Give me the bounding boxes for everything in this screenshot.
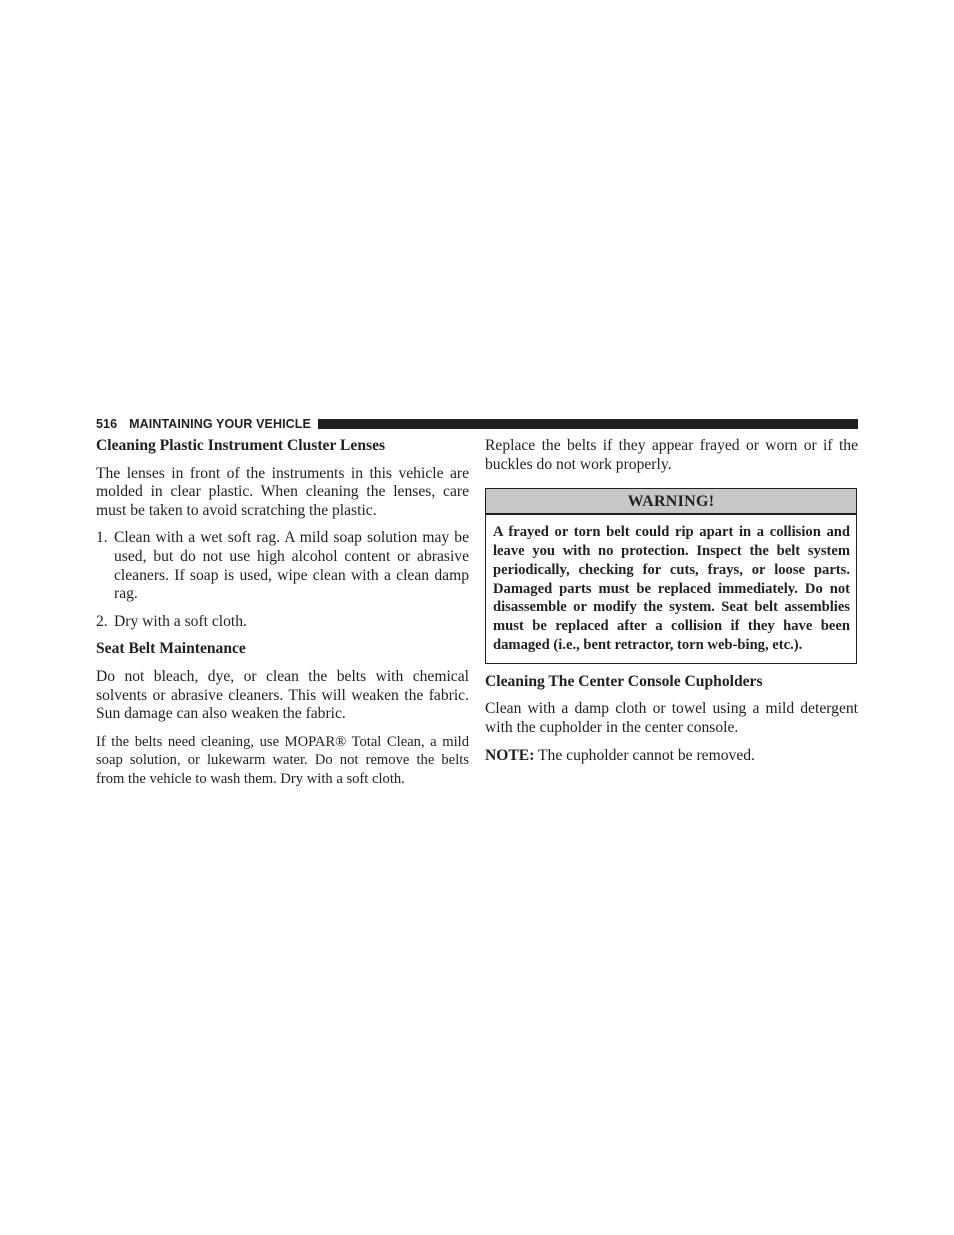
step-text: Dry with a soft cloth. — [114, 612, 247, 630]
heading-cluster-lenses: Cleaning Plastic Instrument Cluster Lenses — [96, 437, 386, 454]
list-item — [96, 529, 469, 603]
heading-seat-belt-maintenance: Seat Belt Maintenance — [96, 640, 246, 658]
paragraph-replace-belts: Replace the belts if they appear frayed or worn or if the buckles do not work properly. — [485, 437, 858, 473]
paragraph-seat-belt: Do not bleach, dye, or clean the belts with chemical solvents or abrasive cleaners. This will weaken the fabric. Sun damage can also weaken the fabric. — [96, 667, 469, 723]
step-number: 1. — [96, 529, 108, 547]
step-text: Clean with a wet soft rag. A mild soap solution may be used, but do not use high alcohol content or abrasive cleaners. If soap is used, wipe clean with a clean damp rag. — [114, 529, 469, 603]
note-text: The cupholder cannot be removed. — [538, 746, 755, 764]
note-label: NOTE: — [485, 746, 535, 764]
section-title: MAINTAINING YOUR VEHICLE — [129, 417, 311, 431]
header-rule — [318, 419, 858, 429]
list-item — [96, 613, 469, 632]
left-column — [96, 437, 469, 789]
paragraph-lenses: The lenses in front of the instruments in this vehicle are molded in clear plastic. When cleaning the lenses, care must be taken to avoid scratching the plastic. — [96, 464, 469, 519]
page-number: 516 — [96, 417, 118, 431]
right-column — [485, 437, 858, 765]
warning-title: WARNING! — [486, 489, 856, 515]
paragraph-belt-cleaning: If the belts need cleaning, use MOPAR® Total Clean, a mild soap solution, or lukewarm water. Do not remove the belts from the vehicle to wash them. Dry with a soft cloth. — [96, 733, 469, 787]
heading-cupholders: Cleaning The Center Console Cupholders — [485, 672, 763, 690]
warning-body: A frayed or torn belt could rip apart in a collision and leave you with no protection. Inspect the belt system periodically, checking for cuts, frays, or loose parts. Damaged parts must be replaced immediately. Do not disassemble or modify the system. Seat belt assemblies must be replaced after a collision if they have been damaged (i.e., bent retractor, torn web-bing, etc.). — [493, 524, 850, 653]
cleaning-steps — [96, 529, 469, 631]
page-header — [96, 417, 858, 431]
paragraph-cupholders: Clean with a damp cloth or towel using a mild detergent with the cupholder in the center console. — [485, 700, 858, 736]
step-number: 2. — [96, 612, 108, 630]
warning-box — [485, 488, 857, 664]
note — [485, 747, 858, 766]
